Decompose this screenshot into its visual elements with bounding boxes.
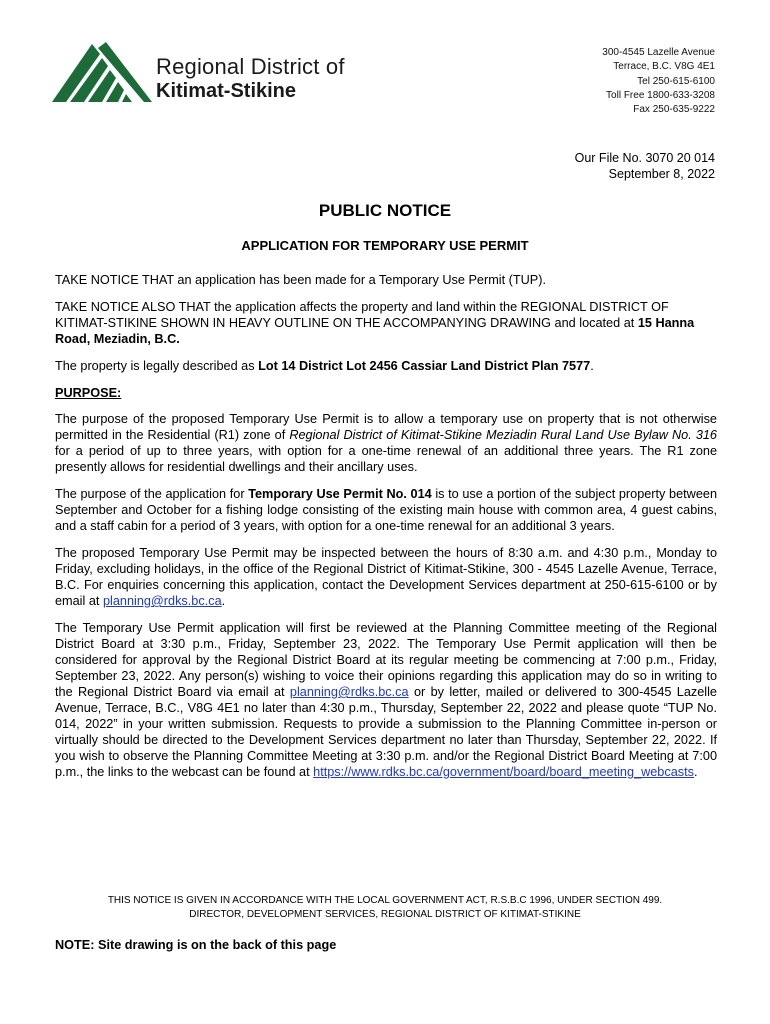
paragraph-text: The proposed Temporary Use Permit may be inspected between the hours of 8:30 a.m. and 4:30 p.m., Monday to Friday, excluding holidays, in the office of the Regional District of Kitimat-Stikine, 300 - 4545 Lazelle Avenue, Terrace, B.C. For enquiries concerning this application, contact the Development Services department at 250-615-6100 or by email at [55,546,717,608]
file-number: Our File No. 3070 20 014 [574,151,715,165]
paragraph-review [55,620,717,780]
logo-title-line2: Kitimat-Stikine [156,80,297,102]
property-location: 15 Hanna Road, Meziadin, B.C. [55,316,695,346]
paragraph-text: The property is legally described as [55,359,259,373]
footer-line1: THIS NOTICE IS GIVEN IN ACCORDANCE WITH THE LOCAL GOVERNMENT ACT, R.S.B.C 1996, UNDER SECTION 499. [107,895,663,906]
email-link[interactable]: planning@rdks.bc.ca [289,685,409,699]
notice-body [55,272,717,791]
paragraph-purpose-application [55,486,717,534]
contact-address-line1: 300-4545 Lazelle Avenue [602,47,715,58]
paragraph-purpose-tup [55,411,717,475]
paragraph-text: is to use a portion of the subject property between September and October for a fishing lodge consisting of the existing main house with common area, 4 guest cabins, and a staff cabin for a period of 3 years, with option for a one-time renewal for an additional 3 years. [55,487,717,533]
paragraph-take-notice-also [55,299,717,347]
webcast-link[interactable]: https://www.rdks.bc.ca/government/board/board_meeting_webcasts [313,765,694,779]
paragraph-text: . [221,594,226,608]
contact-fax: Fax 250-635-9222 [633,104,715,116]
paragraph-text: or by letter, mailed or delivered to 300-4545 Lazelle Avenue, Terrace, B.C., V8G 4E1 no later than 4:30 p.m., Thursday, September 22, 2022 and please quote “TUP No. 014, 2022” in your written submission. Requests to provide a submission to the Planning Committee in-person or virtually should be directed to the Development Services department no later than Thursday, September 22, 2022. If you wish to observe the Planning Committee Meeting at 3:30 p.m. and/or the Regional District Board Meeting at 7:00 p.m., the links to the webcast can be found at [55,685,717,779]
contact-tollfree: Toll Free 1800-633-3208 [606,89,715,101]
contact-block [602,46,715,117]
legal-footer [0,894,770,922]
paragraph-text: The purpose of the proposed Temporary Use Permit is to allow a temporary use on property that is not otherwise permitted in the Residential (R1) zone of [55,412,717,442]
paragraph-text: The Temporary Use Permit application will first be reviewed at the Planning Committee meeting of the Regional District Board at 3:30 p.m., Friday, September 23, 2022. The Temporary Use Permit application will then be considered for approval by the Regional District Board at its regular meeting be commencing at 7:00 p.m., Friday, September 23, 2022. Any person(s) wishing to voice their opinions regarding this application may do so in writing to the Regional District Board via email at [55,621,717,699]
paragraph-take-notice: TAKE NOTICE THAT an application has been made for a Temporary Use Permit (TUP). [55,273,546,287]
footer-line2: DIRECTOR, DEVELOPMENT SERVICES, REGIONAL DISTRICT OF KITIMAT-STIKINE [189,909,581,920]
page-subtitle: APPLICATION FOR TEMPORARY USE PERMIT [241,238,529,253]
paragraph-text: for a period of up to three years, with option for a one-time renewal of an additional three years. The R1 zone presently allows for residential dwellings and their ancillary uses. [55,444,717,474]
permit-number: Temporary Use Permit No. 014 [248,487,432,501]
file-reference [575,150,715,182]
paragraph-text: . [590,359,594,373]
logo-title-line1: Regional District of [156,54,345,79]
contact-address-line2: Terrace, B.C. V8G 4E1 [613,61,715,73]
paragraph-text: The purpose of the application for [55,487,249,501]
paragraph-inspection [55,545,717,609]
paragraph-text: TAKE NOTICE ALSO THAT the application affects the property and land within the REGIONAL DISTRICT OF KITIMAT-STIKINE SHOWN IN HEAVY OUTLINE ON THE ACCOMPANYING DRAWING and located at [55,300,669,330]
notice-date: September 8, 2022 [608,167,715,181]
bylaw-name: Regional District of Kitimat-Stikine Meziadin Rural Land Use Bylaw No. 316 [289,428,717,442]
paragraph-text: . [693,765,698,779]
mountain-logo-icon [52,42,152,104]
contact-tel: Tel 250-615-6100 [637,75,715,87]
page-title: PUBLIC NOTICE [318,201,452,220]
site-drawing-note: NOTE: Site drawing is on the back of this page [55,938,337,952]
legal-description: Lot 14 District Lot 2456 Cassiar Land District Plan 7577 [258,359,591,373]
purpose-heading: PURPOSE: [55,386,122,400]
paragraph-legal-description [55,358,717,374]
email-link[interactable]: planning@rdks.bc.ca [102,594,222,608]
rdks-logo [52,42,345,104]
